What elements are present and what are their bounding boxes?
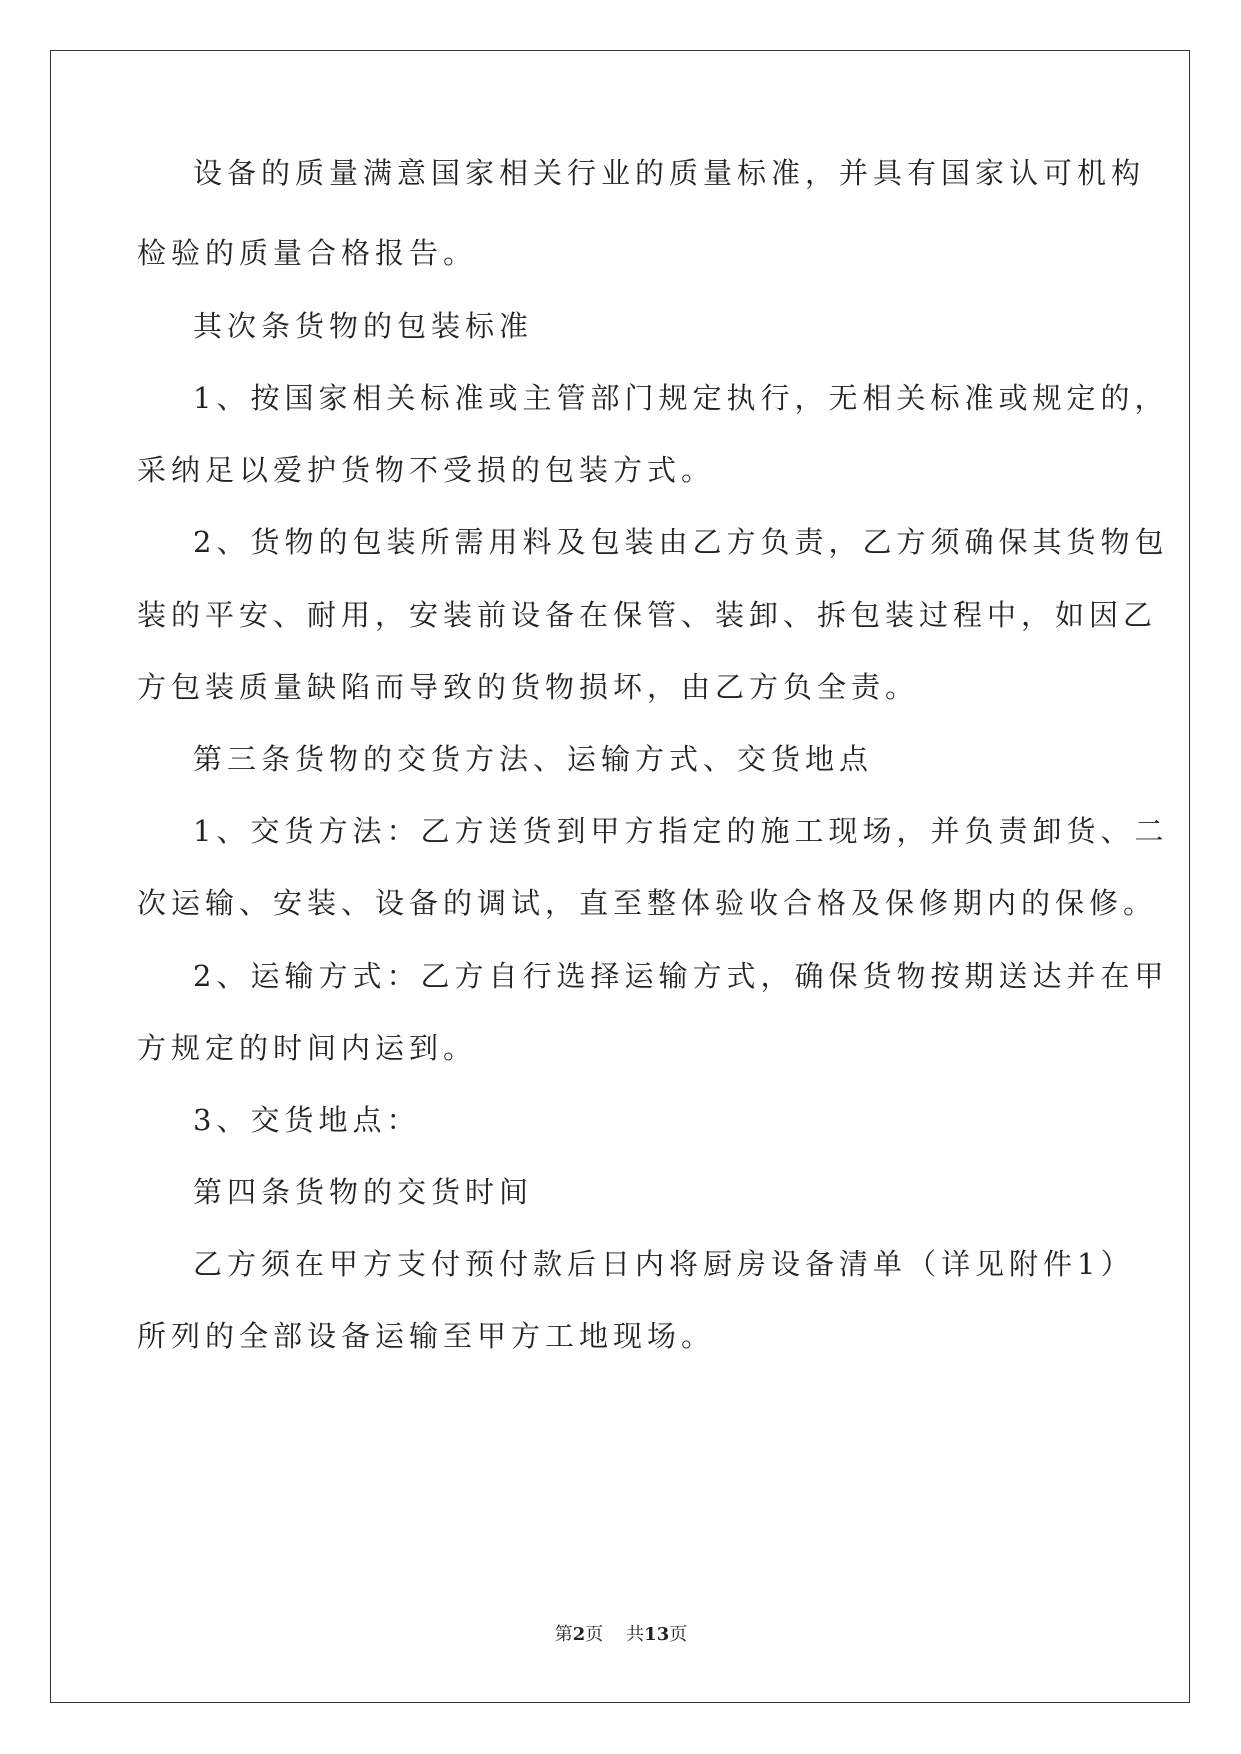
paragraph-line: 采纳足以爱护货物不受损的包装方式。: [137, 453, 716, 487]
paragraph-line: 2、货物的包装所需用料及包装由乙方负责，乙方须确保其货物包: [193, 525, 1169, 559]
total-suffix: 页: [669, 1624, 688, 1645]
paragraph-line: 方包装质量缺陷而导致的货物损坏，由乙方负全责。: [137, 670, 920, 704]
page-prefix: 第: [554, 1624, 573, 1645]
paragraph-line: 1、交货方法：乙方送货到甲方指定的施工现场，并负责卸货、二: [193, 814, 1169, 848]
section-heading: 其次条货物的包装标准: [193, 309, 534, 343]
page-footer: [51, 1623, 1191, 1647]
total-prefix: 共: [626, 1624, 645, 1645]
paragraph-line: 次运输、安装、设备的调试，直至整体验收合格及保修期内的保修。: [137, 886, 1158, 920]
total-pages: 13: [644, 1624, 670, 1645]
paragraph-line: 所列的全部设备运输至甲方工地现场。: [137, 1319, 716, 1353]
paragraph-line: 检验的质量合格报告。: [137, 236, 478, 270]
paragraph-line: 设备的质量满意国家相关行业的质量标准，并具有国家认可机构: [193, 156, 1146, 190]
page-suffix: 页: [585, 1624, 604, 1645]
page-number: 2: [572, 1624, 586, 1645]
page-frame: [50, 50, 1190, 1703]
section-heading: 第四条货物的交货时间: [193, 1175, 534, 1209]
paragraph-line: 2、运输方式：乙方自行选择运输方式，确保货物按期送达并在甲: [193, 959, 1169, 993]
paragraph-line: 装的平安、耐用，安装前设备在保管、装卸、拆包装过程中，如因乙: [137, 598, 1158, 632]
paragraph-line: 方规定的时间内运到。: [137, 1031, 478, 1065]
section-heading: 第三条货物的交货方法、运输方式、交货地点: [193, 742, 874, 776]
paragraph-line: 3、交货地点：: [193, 1103, 421, 1137]
paragraph-line: 1、按国家相关标准或主管部门规定执行，无相关标准或规定的，: [193, 381, 1169, 415]
paragraph-line: 乙方须在甲方支付预付款后日内将厨房设备清单（详见附件1）: [193, 1247, 1135, 1281]
